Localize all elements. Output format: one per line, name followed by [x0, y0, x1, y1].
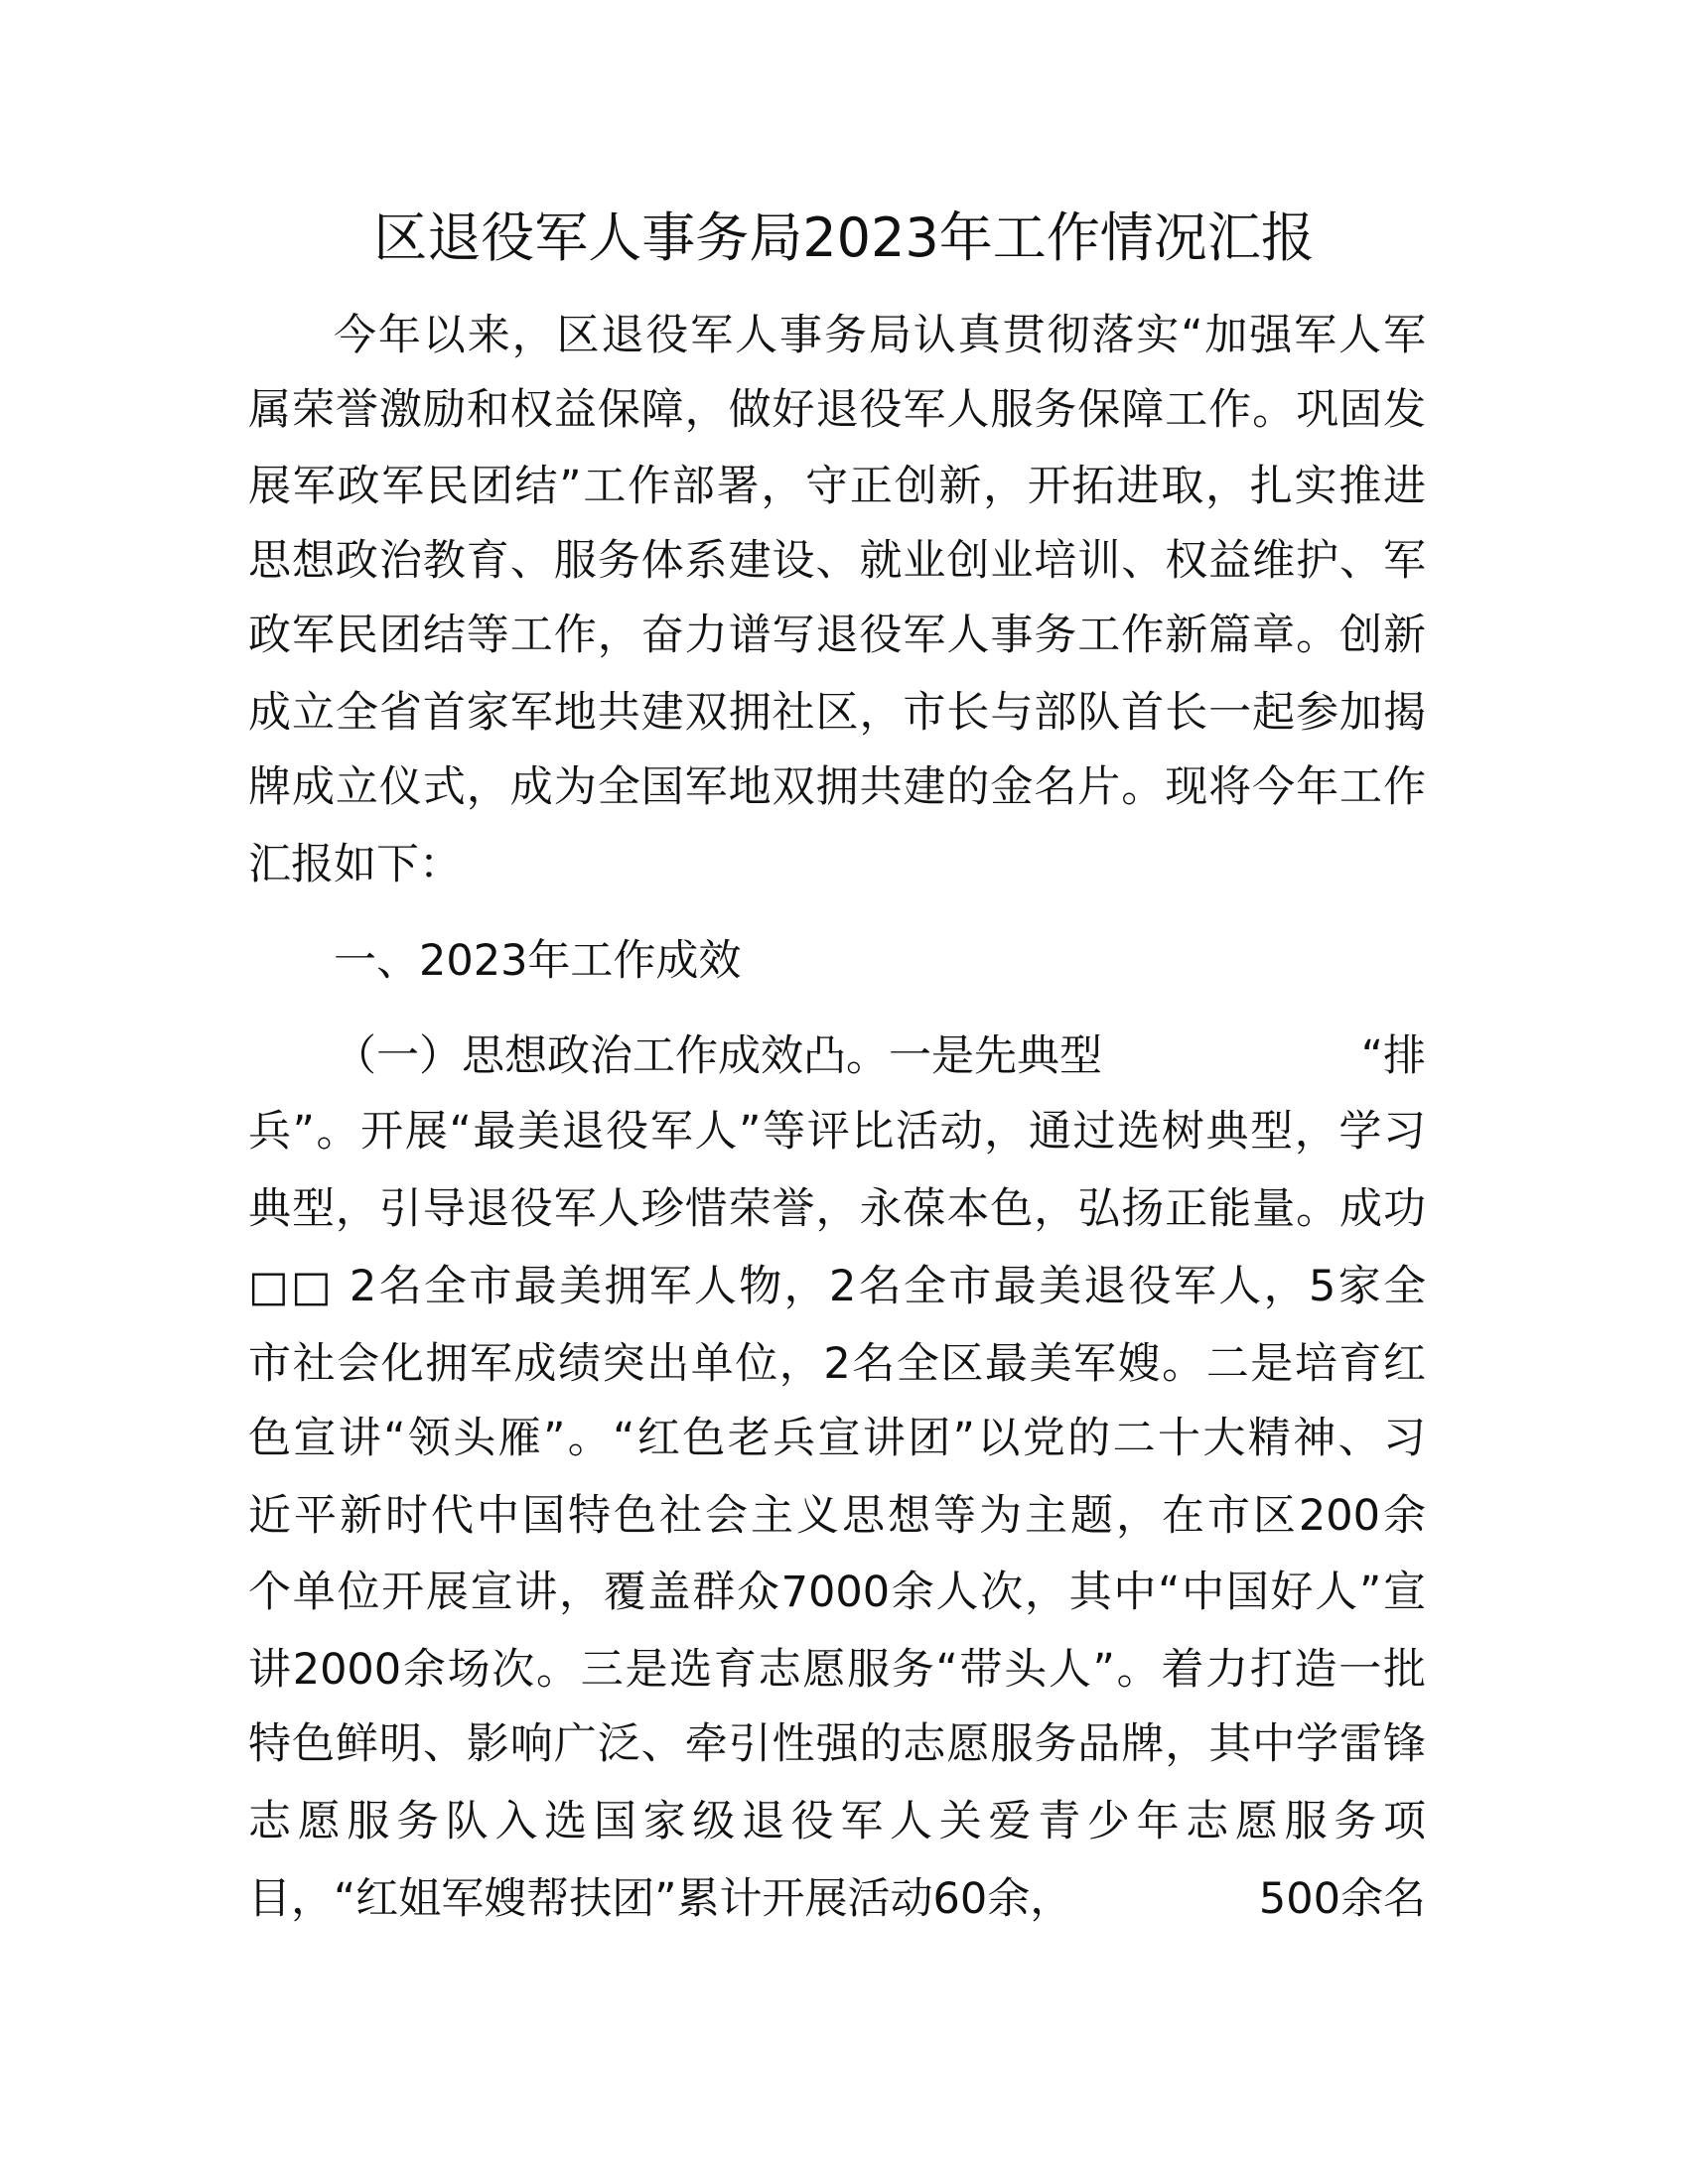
paragraph-line: 讲2000余场次。三是选育志愿服务“带头人”。着力打造一批 — [248, 1645, 1426, 1695]
paragraph-line — [248, 1861, 1426, 1937]
paragraph-line: 市社会化拥军成绩突出单位，2名全区最美军嫂。二是培育红 — [248, 1339, 1426, 1389]
paragraph-line: 今年以来，区退役军人事务局认真贯彻落实“加强军人军 — [334, 311, 1426, 360]
section-heading: 一、2023年工作成效 — [334, 936, 742, 986]
paragraph-line: 属荣誉激励和权益保障，做好退役军人服务保障工作。巩固发 — [248, 385, 1426, 435]
line-left-text: （一）思想政治工作成效凸。一是先典型 — [334, 1031, 1102, 1081]
paragraph-line: 兵”。开展“最美退役军人”等评比活动，通过选树典型，学习 — [248, 1107, 1426, 1157]
paragraph-line: 特色鲜明、影响广泛、牵引性强的志愿服务品牌，其中学雷锋 — [248, 1719, 1426, 1769]
document-title: 区退役军人事务局2023年工作情况汇报 — [373, 206, 1315, 269]
line-right-text: “排 — [1360, 1031, 1426, 1081]
line-right-text: 500余名 — [1258, 1874, 1426, 1924]
paragraph-line: □□ 2名全市最美拥军人物，2名全市最美退役军人，5家全 — [248, 1262, 1426, 1311]
paragraph-line — [334, 1019, 1426, 1094]
paragraph-line: 牌成立仪式，成为全国军地双拥共建的金名片。现将今年工作 — [248, 762, 1426, 812]
paragraph-line: 思想政治教育、服务体系建设、就业创业培训、权益维护、军 — [248, 536, 1426, 586]
paragraph-line: 汇报如下： — [248, 840, 462, 889]
paragraph-line: 成立全省首家军地共建双拥社区，市长与部队首长一起参加揭 — [248, 688, 1426, 738]
paragraph-line: 展军政军民团结”工作部署，守正创新，开拓进取，扎实推进 — [248, 462, 1426, 511]
paragraph-line: 近平新时代中国特色社会主义思想等为主题，在市区200余 — [248, 1491, 1426, 1541]
paragraph-line: 个单位开展宣讲，覆盖群众7000余人次，其中“中国好人”宣 — [248, 1568, 1426, 1617]
paragraph-line: 志愿服务队入选国家级退役军人关爱青少年志愿服务项 — [248, 1797, 1426, 1846]
paragraph-line: 典型，引导退役军人珍惜荣誉，永葆本色，弘扬正能量。成功 — [248, 1184, 1426, 1234]
paragraph-line: 政军民团结等工作，奋力谱写退役军人事务工作新篇章。创新 — [248, 611, 1426, 660]
paragraph-line: 色宣讲“领头雁”。“红色老兵宣讲团”以党的二十大精神、习 — [248, 1414, 1426, 1463]
line-left-text: 目，“红姐军嫂帮扶团”累计开展活动60余， — [248, 1874, 1073, 1924]
